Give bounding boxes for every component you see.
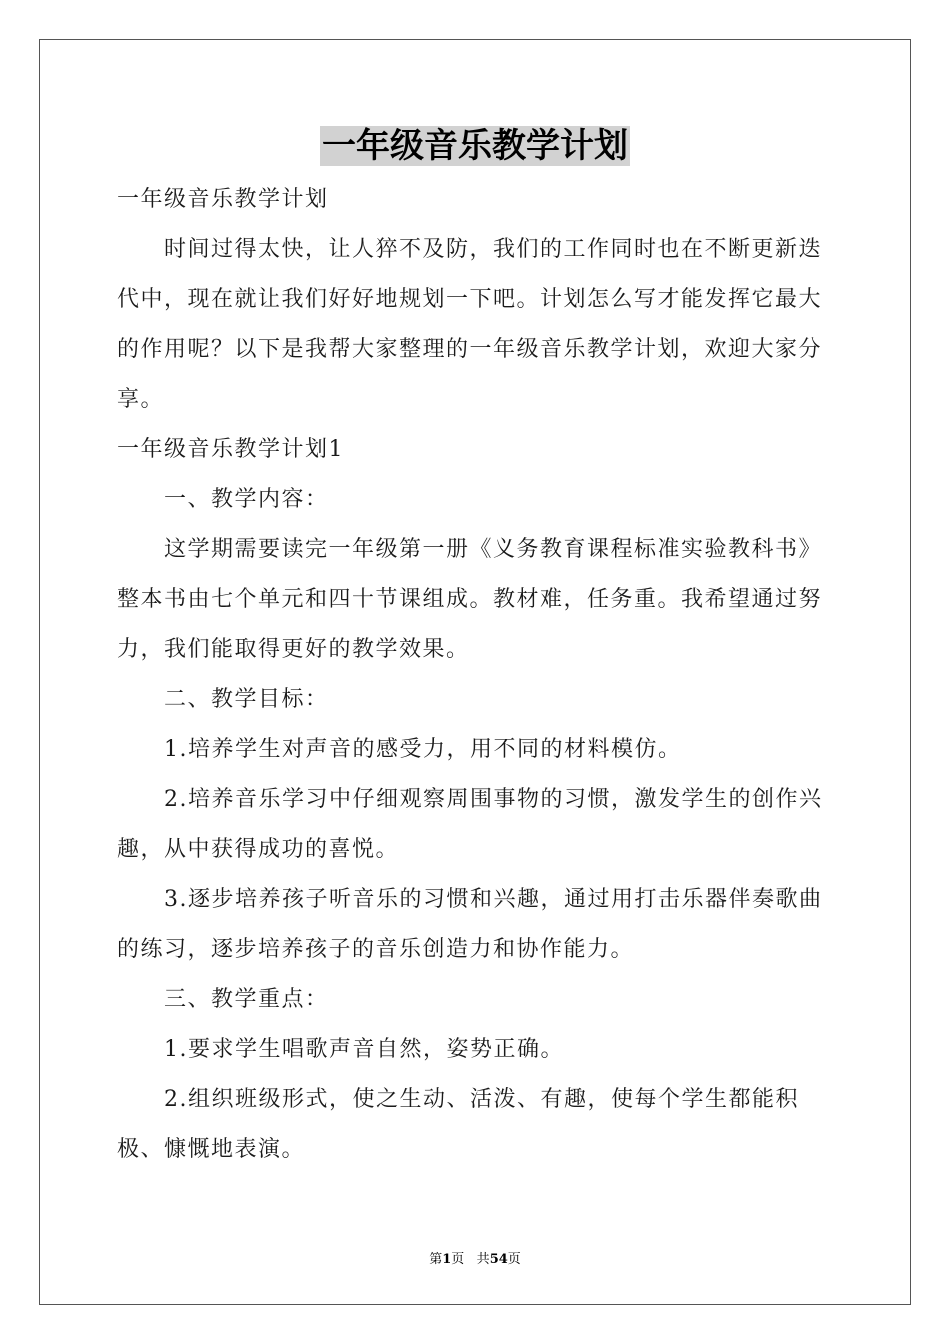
paragraph: 一年级音乐教学计划1 (117, 437, 344, 462)
paragraph: 一年级音乐教学计划 (117, 187, 329, 212)
paragraph: 2.组织班级形式，使之生动、活泼、有趣，使每个学生都能积极、慷慨地表演。 (117, 1087, 799, 1162)
total-label-suffix: 页 (507, 1252, 521, 1267)
paragraph: 时间过得太快，让人猝不及防，我们的工作同时也在不断更新迭代中，现在就让我们好好地规划一下吧。计划怎么写才能发挥它最大的作用呢？以下是我帮大家整理的一年级音乐教学计划，欢迎大家分享。 (117, 237, 823, 412)
paragraph: 二、教学目标： (164, 687, 329, 712)
page-label-prefix: 第 (429, 1252, 443, 1267)
paragraph: 1.要求学生唱歌声音自然，姿势正确。 (164, 1037, 564, 1062)
paragraph: 三、教学重点： (164, 987, 329, 1012)
paragraph: 2.培养音乐学习中仔细观察周围事物的习惯，激发学生的创作兴趣，从中获得成功的喜悦。 (117, 787, 823, 862)
paragraph: 一、教学内容： (164, 487, 329, 512)
total-pages-number: 54 (489, 1252, 508, 1267)
page-footer (0, 1248, 950, 1267)
paragraph: 3.逐步培养孩子听音乐的习惯和兴趣，通过用打击乐器伴奏歌曲的练习，逐步培养孩子的音乐创造力和协作能力。 (117, 887, 823, 962)
page-label-suffix: 页 (451, 1252, 465, 1267)
document-body (117, 175, 837, 1175)
document-title (0, 124, 950, 168)
paragraph: 这学期需要读完一年级第一册《义务教育课程标准实验教科书》整本书由七个单元和四十节课组成。教材难，任务重。我希望通过努力，我们能取得更好的教学效果。 (117, 537, 823, 662)
total-label-prefix: 共 (476, 1252, 490, 1267)
current-page-number: 1 (442, 1252, 452, 1267)
paragraph: 1.培养学生对声音的感受力，用不同的材料模仿。 (164, 737, 682, 762)
document-title-text: 一年级音乐教学计划 (322, 126, 628, 166)
